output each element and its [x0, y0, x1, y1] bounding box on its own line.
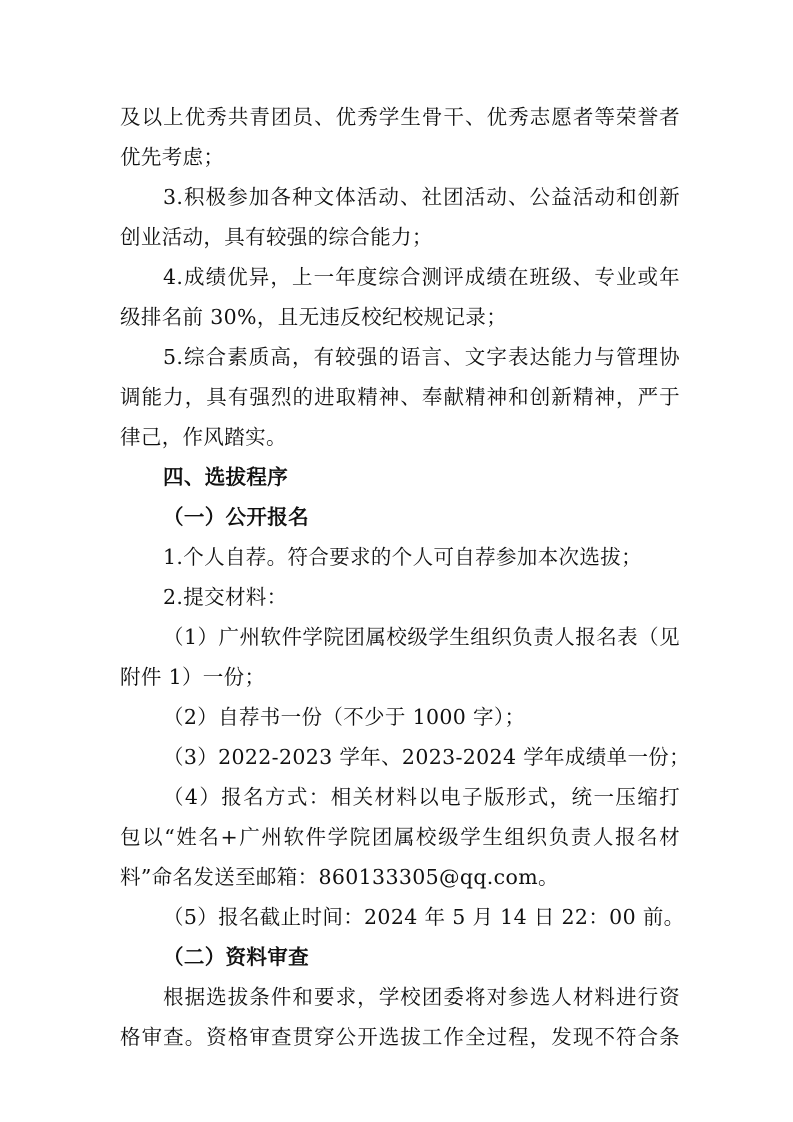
subsection-heading: （二）资料审查 — [163, 945, 309, 969]
body-text-line: 及以上优秀共青团员、优秀学生骨干、优秀志愿者等荣誉者 — [120, 105, 680, 129]
body-text-line: 创业活动，具有较强的综合能力； — [120, 225, 433, 249]
section-heading: 四、选拔程序 — [163, 465, 289, 489]
body-text-line: 附件 1）一份； — [120, 665, 266, 689]
procedure-item-2: 2.提交材料： — [163, 585, 288, 609]
criteria-item-4: 4.成绩优异，上一年度综合测评成绩在班级、专业或年 — [163, 265, 680, 289]
subsection-heading: （一）公开报名 — [163, 505, 309, 529]
body-text-line: 律己，作风踏实。 — [120, 425, 287, 449]
email-line: 料”命名发送至邮箱：860133305@qq.com。 — [120, 865, 559, 889]
material-item-3: （3）2022-2023 学年、2023-2024 学年成绩单一份； — [163, 745, 691, 769]
body-text-line: 包以“姓名+广州软件学院团属校级学生组织负责人报名材 — [120, 825, 680, 849]
material-item-1: （1）广州软件学院团属校级学生组织负责人报名表（见 — [163, 625, 680, 649]
criteria-item-3: 3.积极参加各种文体活动、社团活动、公益活动和创新 — [163, 185, 680, 209]
material-item-2: （2）自荐书一份（不少于 1000 字）； — [163, 705, 526, 729]
body-text-line: 根据选拔条件和要求，学校团委将对参选人材料进行资 — [163, 985, 680, 1009]
material-item-5: （5）报名截止时间：2024 年 5 月 14 日 22：00 前。 — [163, 905, 685, 929]
procedure-item-1: 1.个人自荐。符合要求的个人可自荐参加本次选拔； — [163, 545, 642, 569]
body-text-line: 调能力，具有强烈的进取精神、奉献精神和创新精神，严于 — [120, 385, 680, 409]
body-text-line: 格审查。资格审查贯穿公开选拔工作全过程，发现不符合条 — [120, 1025, 680, 1049]
criteria-item-5: 5.综合素质高，有较强的语言、文字表达能力与管理协 — [163, 345, 680, 369]
material-item-4: （4）报名方式：相关材料以电子版形式，统一压缩打 — [163, 785, 680, 809]
body-text-line: 优先考虑； — [120, 145, 225, 169]
body-text-line: 级排名前 30%，且无违反校纪校规记录； — [120, 305, 508, 329]
